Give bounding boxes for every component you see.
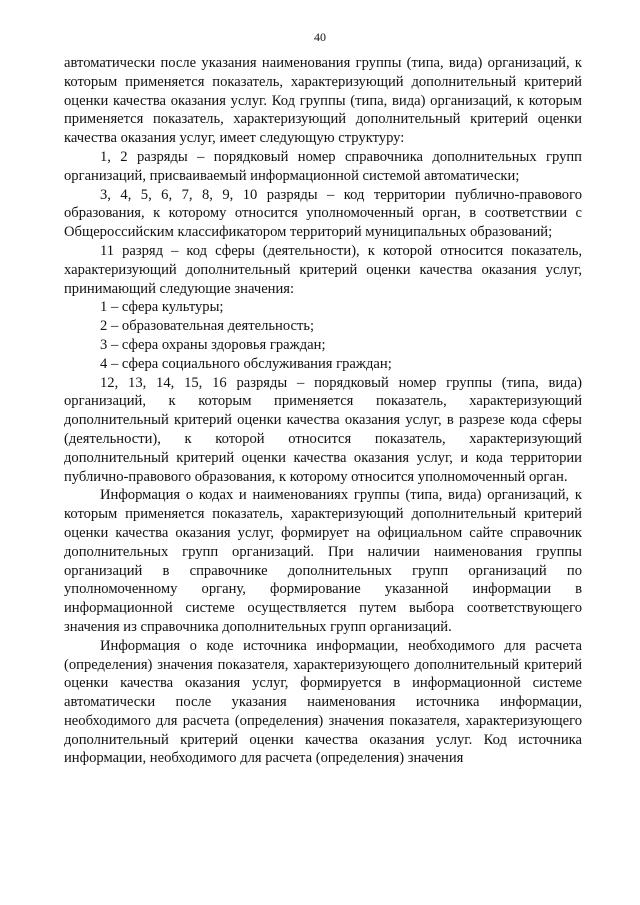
list-item-sphere-4: 4 – сфера социального обслуживания граждан; — [100, 355, 392, 372]
list-item-sphere-2: 2 – образовательная деятельность; — [100, 318, 315, 335]
paragraph-digits-12-16: 12, 13, 14, 15, 16 разряды – порядковый номер группы (типа, вида) организаций, к которым применяется показатель, характеризующий дополнительный критерий оценки качества оказания услуг, в разрезе кода сферы (деятельности), к которой относится показатель, характеризующий дополнительный критерий оценки качества оказания услуг, и кода территории публично-правового образования, к которому относится уполномоченный орган. — [64, 374, 582, 485]
body-text — [64, 54, 582, 768]
paragraph-digits-1-2: 1, 2 разряды – порядковый номер справочника дополнительных групп организаций, присваиваемый информационной системой автоматически; — [64, 148, 582, 184]
list-item-sphere-1: 1 – сфера культуры; — [100, 299, 224, 316]
paragraph-source-code-info: Информация о коде источника информации, необходимого для расчета (определения) значения показателя, характеризующего дополнительный критерий оценки качества оказания услуг, формируется в информационной системе автоматически после указания наименования источника информации, необходимого для расчета (определения) значения показателя, характеризующего дополнительный критерий оценки качества оказания услуг. Код источника информации, необходимого для расчета (определения) значения — [64, 637, 582, 767]
list-item-sphere-3: 3 – сфера охраны здоровья граждан; — [100, 336, 326, 353]
paragraph-group-codes-info: Информация о кодах и наименованиях группы (типа, вида) организаций, к которым применяется показатель, характеризующий дополнительный критерий оценки качества оказания услуг, формирует на официальном сайте справочник дополнительных групп организаций. При наличии наименования группы организаций в справочнике дополнительных групп организаций по уполномоченному органу, формирование указанной информации в информационной системе осуществляется путем выбора соответствующего значения из справочника дополнительных групп организаций. — [64, 487, 582, 635]
paragraph-digit-11: 11 разряд – код сферы (деятельности), к которой относится показатель, характеризующий дополнительный критерий оценки качества оказания услуг, принимающий следующие значения: — [64, 242, 582, 297]
page-number: 40 — [314, 30, 326, 44]
paragraph-continuation: автоматически после указания наименования группы (типа, вида) организаций, к которым применяется показатель, характеризующий дополнительный критерий оценки качества оказания услуг. Код группы (типа, вида) организаций, к которым применяется показатель, характеризующий дополнительный критерий оценки качества оказания услуг, имеет следующую структуру: — [64, 55, 582, 147]
paragraph-digits-3-10: 3, 4, 5, 6, 7, 8, 9, 10 разряды – код территории публично-правового образования, к которому относится уполномоченный орган, в соответствии с Общероссийским классификатором территорий муниципальных образований; — [64, 186, 582, 241]
